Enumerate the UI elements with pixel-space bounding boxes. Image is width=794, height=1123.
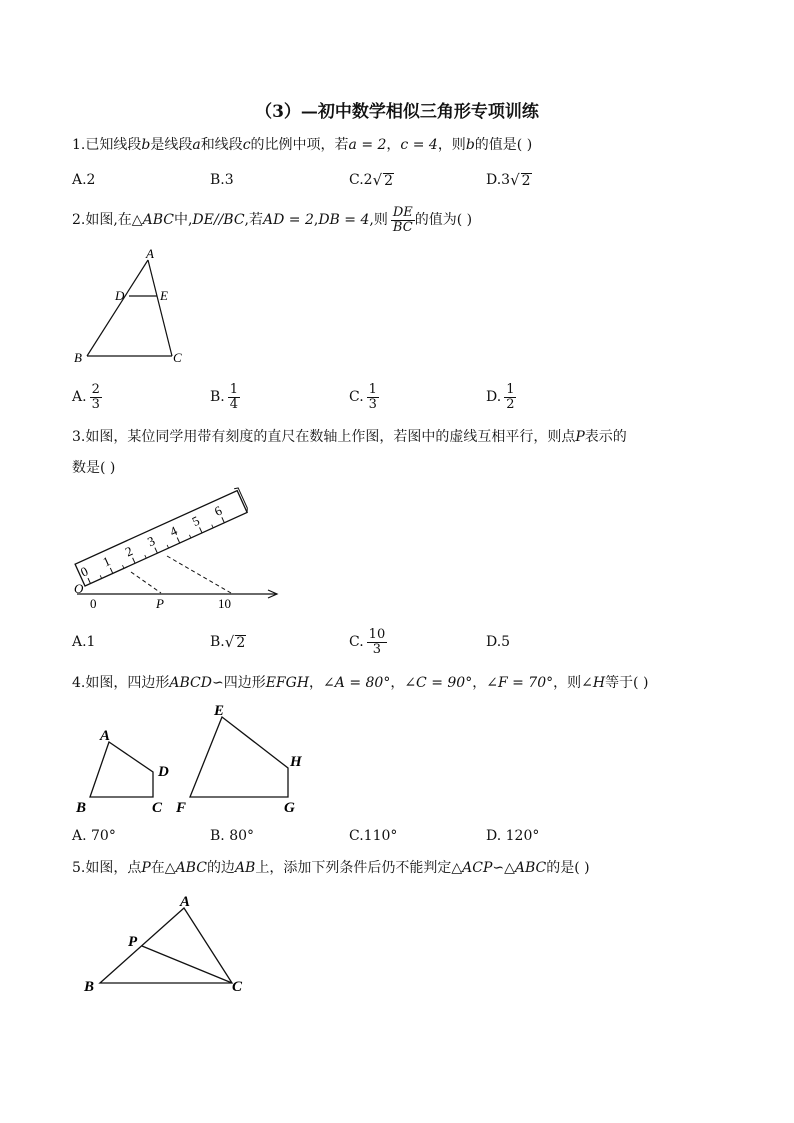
- ruler-tick-label: 6: [212, 502, 225, 519]
- ruler-tick: [110, 568, 112, 573]
- ruler-tick-label: 5: [189, 512, 202, 530]
- ruler-half-tick: [145, 555, 146, 558]
- page-title: （3）—初中数学相似三角形专项训练: [255, 102, 539, 122]
- origin-label: O: [74, 581, 84, 596]
- question-3-stem-line2: 数是( ): [72, 460, 116, 476]
- ruler-half-tick: [122, 565, 123, 568]
- ruler-tick-labels: [78, 502, 224, 579]
- option-a[interactable]: A.2: [72, 172, 96, 188]
- dashed-line-to-ten: [167, 556, 231, 593]
- vertex-label-d: D: [158, 764, 169, 780]
- vertex-label-d: D: [115, 288, 125, 303]
- ten-label: 10: [218, 596, 231, 611]
- option-b[interactable]: B. $\frac{1}{4}$: [210, 381, 239, 412]
- question-2-stem: 2.如图,在△ ABC 中, DE//BC ,若 AD = 2 , DB = 4 ,则 $\frac{DE}{BC}$ 的值为( ): [72, 204, 473, 235]
- ruler-tick: [155, 548, 157, 553]
- question-4-stem: 4.如图，四边形ABCD∽四边形EFGH，∠A = 80°，∠C = 90°，∠F = 70°，则∠H等于( ): [72, 675, 649, 691]
- vertex-label-a: A: [146, 246, 154, 261]
- question-1-stem: 1.已知线段b是线段a和线段c的比例中项，若a = 2，c = 4，则b的值是( ): [72, 137, 533, 153]
- option-c[interactable]: C. $\frac{1}{3}$: [349, 381, 377, 412]
- ruler-tick: [88, 578, 90, 583]
- vertex-label-h: H: [290, 754, 302, 770]
- triangle-abc: [100, 908, 232, 983]
- vertex-label-c: C: [232, 979, 243, 995]
- ruler-body: [75, 491, 247, 586]
- question-2-options: [72, 379, 732, 415]
- quadrilateral-efgh: [190, 717, 288, 797]
- sqrt-sign: √: [224, 633, 235, 651]
- triangle-figure-q2: [72, 248, 212, 368]
- point-p-label: P: [156, 596, 164, 611]
- vertex-label-c: C: [152, 800, 163, 816]
- ruler-half-tick: [212, 525, 213, 528]
- ruler-figure-q3: [72, 486, 292, 616]
- question-3-options: [72, 624, 732, 660]
- option-b[interactable]: B. √ 2: [210, 633, 246, 651]
- vertex-label-a: A: [100, 728, 111, 744]
- fraction-de-bc: $\frac{DE}{BC}$: [392, 204, 413, 235]
- ruler-tick-label: 2: [122, 543, 135, 560]
- side-ab: [87, 260, 148, 356]
- vertex-label-g: G: [284, 800, 295, 816]
- question-4-options: [72, 819, 732, 853]
- ruler-tick: [177, 538, 179, 543]
- vertex-label-f: F: [176, 800, 187, 816]
- option-c[interactable]: C.110°: [349, 828, 398, 844]
- ruler-tick-label: 4: [167, 522, 180, 540]
- vertex-label-a: A: [180, 894, 191, 910]
- vertex-label-p: P: [128, 934, 138, 950]
- vertex-label-e: E: [214, 703, 225, 719]
- ruler-half-tick: [189, 535, 190, 538]
- ruler-tick: [200, 527, 202, 532]
- ruler-half-tick: [167, 545, 168, 548]
- ruler-half-tick: [100, 575, 101, 578]
- side-ac: [148, 260, 172, 356]
- option-a[interactable]: A. $\frac{2}{3}$: [72, 381, 100, 412]
- option-c[interactable]: C. $\frac{10}{3}$: [349, 626, 386, 657]
- question-5-stem: 5.如图，点P在△ABC的边AB上，添加下列条件后仍不能判定△ACP∽△ABC的是( ): [72, 860, 590, 876]
- option-d[interactable]: D.3 √ 2: [486, 171, 531, 189]
- vertex-label-b: B: [76, 800, 87, 816]
- option-b[interactable]: B. 80°: [210, 828, 255, 844]
- triangle-figure-q5: [72, 890, 272, 1000]
- option-b[interactable]: B.3: [210, 172, 234, 188]
- vertex-label-b: B: [84, 979, 95, 995]
- ruler-tick: [222, 517, 224, 522]
- vertex-label-e: E: [160, 288, 168, 303]
- vertex-label-b: B: [74, 350, 82, 365]
- option-c[interactable]: C.2 √ 2: [349, 171, 394, 189]
- option-a[interactable]: A. 70°: [72, 828, 116, 844]
- ruler-tick: [133, 558, 135, 563]
- segment-pc: [142, 946, 232, 983]
- quadrilaterals-figure-q4: [72, 700, 332, 818]
- quadrilateral-abcd: [90, 742, 153, 797]
- ruler-tick-label: 3: [145, 533, 158, 550]
- vertex-label-c: C: [173, 350, 182, 365]
- sqrt-sign: √: [510, 171, 520, 189]
- zero-label: 0: [90, 596, 97, 611]
- option-d[interactable]: D.5: [486, 634, 511, 650]
- sqrt-sign: √: [372, 171, 383, 189]
- option-d[interactable]: D. $\frac{1}{2}$: [486, 381, 515, 412]
- question-3-stem-line1: 3.如图，某位同学用带有刻度的直尺在数轴上作图，若图中的虚线互相平行，则点P表示的: [72, 429, 627, 445]
- option-a[interactable]: A.1: [72, 634, 96, 650]
- dashed-line-to-p: [131, 572, 161, 593]
- ruler-tick-label: 0: [78, 563, 91, 580]
- ruler-tick-label: 1: [100, 553, 113, 570]
- option-d[interactable]: D. 120°: [486, 828, 540, 844]
- question-1-options: [72, 163, 732, 197]
